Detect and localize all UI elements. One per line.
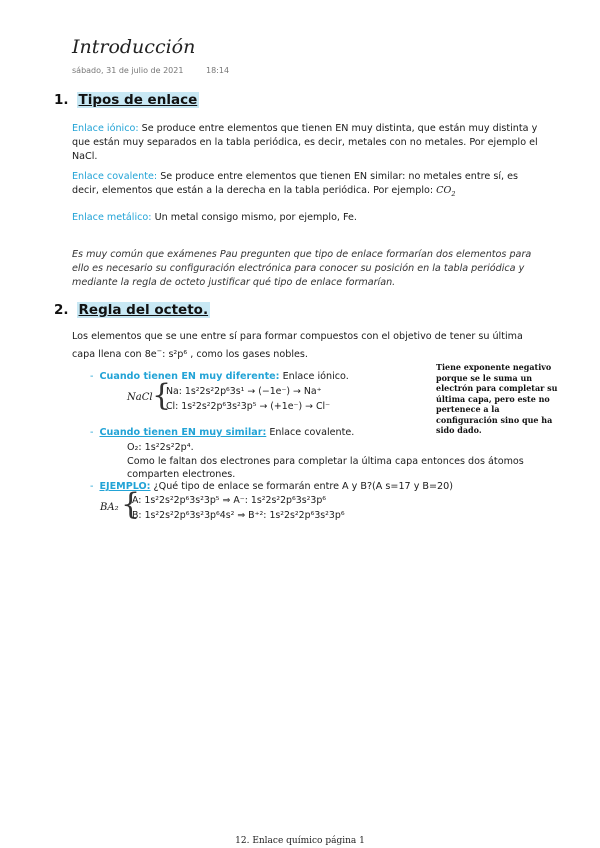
ionic-text: Se produce entre elementos que tienen EN muy distinta, que están muy distinta y que están muy separados en la tabla periódica, es decir, metales con no metales. Por ejemplo el NaCl.	[72, 123, 538, 162]
ionic-term: Enlace iónico:	[72, 123, 139, 134]
nacl-brace: {	[152, 378, 172, 413]
b-config: B: 1s²2s²2p⁶3s²3p⁶4s² ⇒ B⁺²: 1s²2s²2p⁶3s²3p⁶	[132, 510, 345, 521]
ba2-brace: {	[121, 487, 141, 522]
octet-intro: Los elementos que se une entre sí para formar compuestos con el objetivo de tener su última capa llena con 8e−: s²p⁶ , como los gases nobles.	[72, 331, 523, 361]
bullet-text: ¿Qué tipo de enlace se formarán entre A y B?(A s=17 y B=20)	[150, 481, 453, 492]
page-meta	[72, 66, 229, 75]
page-date: sábado, 31 de julio de 2021	[72, 66, 184, 75]
bullet-label: Cuando tienen EN muy similar:	[99, 427, 267, 438]
bullet-dash: -	[90, 371, 94, 382]
side-note: Tiene exponente negativo porque se le suma un electrón para completar su última capa, pero este no pertenece a la configuración sino que ha sido dado.	[436, 362, 558, 435]
bullet-label: EJEMPLO:	[99, 481, 151, 492]
covalent-term: Enlace covalente:	[72, 171, 158, 182]
covalent-text: Se produce entre elementos que tienen EN similar: no metales entre sí, es decir, elementos que están a la derecha en la tabla periódica. Por ejemplo:	[72, 171, 518, 196]
bullet-example	[90, 480, 453, 493]
page-time: 18:14	[206, 66, 230, 75]
section-heading-1	[54, 92, 199, 108]
cl-config: Cl: 1s²2s²2p⁶3s²3p⁵ → (+1e⁻) → Cl⁻	[166, 401, 331, 412]
na-config: Na: 1s²2s²2p⁶3s¹ → (−1e⁻) → Na⁺	[166, 386, 322, 397]
exam-note: Es muy común que exámenes Pau pregunten que tipo de enlace formarían dos elementos para ello es necesario su configuración electrónica para conocer su posición en la tabla periódica y mediante la regla de octeto justificar qué tipo de enlace formarían.	[72, 249, 532, 288]
bullet-covalent	[90, 426, 354, 439]
metallic-paragraph	[72, 211, 542, 225]
section-title: Regla del octeto.	[78, 302, 209, 318]
a-config: A: 1s²2s²2p⁶3s²3p⁵ ⇒ A⁻: 1s²2s²2p⁶3s²3p⁶	[132, 495, 327, 506]
page-footer: 12. Enlace químico página 1	[235, 836, 365, 846]
nacl-label: NaCl	[127, 392, 153, 403]
covalent-explanation: Como le faltan dos electrones para completar la última capa entonces dos átomos comparten electrones.	[127, 456, 524, 480]
ab-configs	[132, 493, 345, 523]
o2-formula: O₂: 1s²2s²2p⁴.	[127, 442, 194, 453]
ionic-paragraph	[72, 122, 542, 164]
covalent-paragraph	[72, 170, 542, 201]
covalent-example: $CO_2$	[436, 185, 456, 198]
bullet-text: Enlace covalente.	[266, 427, 355, 438]
bullet-label: Cuando tienen EN muy diferente:	[99, 371, 280, 382]
metallic-text: Un metal consigo mismo, por ejemplo, Fe.	[151, 212, 357, 223]
bullet-ionic	[90, 370, 349, 383]
nacl-configs	[166, 384, 330, 414]
section-title: Tipos de enlace	[78, 92, 198, 108]
bullet-dash: -	[90, 427, 94, 438]
bullet-dash: -	[90, 481, 94, 492]
section-number: 1.	[54, 92, 69, 108]
section-number: 2.	[54, 302, 69, 318]
page-title: Introducción	[72, 36, 196, 58]
metallic-term: Enlace metálico:	[72, 212, 152, 223]
ba2-label: BA₂	[100, 502, 119, 513]
bullet-text: Enlace iónico.	[279, 371, 349, 382]
section-heading-2	[54, 302, 210, 318]
